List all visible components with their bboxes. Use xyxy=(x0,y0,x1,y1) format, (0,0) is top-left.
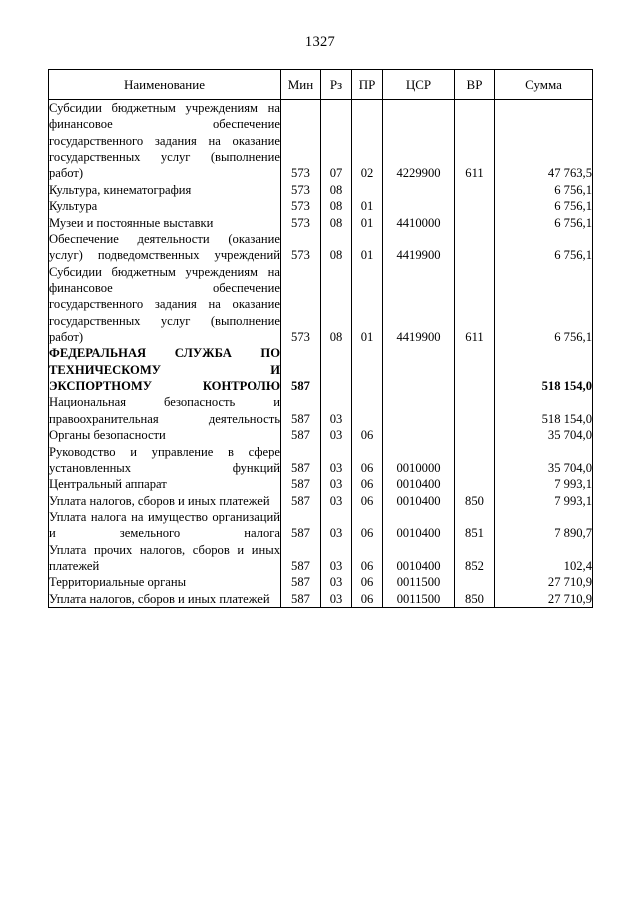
row-rz: 03 xyxy=(321,591,352,608)
row-vr: 852 xyxy=(455,542,495,575)
row-pr: 06 xyxy=(352,444,383,477)
row-vr: 850 xyxy=(455,591,495,608)
row-pr: 01 xyxy=(352,231,383,264)
row-vr xyxy=(455,427,495,443)
row-csr: 4229900 xyxy=(383,100,455,182)
row-vr: 850 xyxy=(455,493,495,509)
row-rz: 03 xyxy=(321,476,352,492)
row-csr: 4419900 xyxy=(383,264,455,346)
row-csr: 0010400 xyxy=(383,493,455,509)
row-pr: 06 xyxy=(352,591,383,608)
row-rz: 03 xyxy=(321,574,352,590)
row-rz: 07 xyxy=(321,100,352,182)
row-sum: 47 763,5 xyxy=(495,100,593,182)
row-rz: 08 xyxy=(321,264,352,346)
row-csr: 0010400 xyxy=(383,542,455,575)
table-row xyxy=(49,100,593,182)
column-header-pr: ПР xyxy=(352,70,383,100)
table-row xyxy=(49,591,593,608)
row-name: Уплата налога на имущество организаций и земельного налога xyxy=(49,509,280,541)
row-rz: 03 xyxy=(321,427,352,443)
column-header-min: Мин xyxy=(281,70,321,100)
row-sum: 102,4 xyxy=(495,542,593,575)
row-min: 573 xyxy=(281,215,321,231)
row-vr: 611 xyxy=(455,100,495,182)
row-min: 587 xyxy=(281,574,321,590)
row-name: ФЕДЕРАЛЬНАЯ СЛУЖБА ПО ТЕХНИЧЕСКОМУ И ЭКСПОРТНОМУ КОНТРОЛЮ xyxy=(49,346,280,394)
table-row xyxy=(49,509,593,542)
row-sum: 6 756,1 xyxy=(495,215,593,231)
row-min: 573 xyxy=(281,100,321,182)
row-pr: 01 xyxy=(352,215,383,231)
row-pr: 06 xyxy=(352,427,383,443)
row-min: 573 xyxy=(281,182,321,198)
row-sum: 27 710,9 xyxy=(495,574,593,590)
row-name: Уплата прочих налогов, сборов и иных платежей xyxy=(49,542,280,574)
row-csr: 0010400 xyxy=(383,509,455,542)
row-name: Национальная безопасность и правоохранительная деятельность xyxy=(49,395,280,426)
row-csr: 0011500 xyxy=(383,574,455,590)
row-pr: 06 xyxy=(352,542,383,575)
row-name: Центральный аппарат xyxy=(49,476,281,492)
row-pr: 01 xyxy=(352,198,383,214)
row-sum: 35 704,0 xyxy=(495,444,593,477)
row-sum: 7 993,1 xyxy=(495,476,593,492)
row-csr xyxy=(383,345,455,394)
row-name: Руководство и управление в сфере установленных функций xyxy=(49,444,280,475)
row-name: Уплата налогов, сборов и иных платежей xyxy=(49,591,281,608)
row-sum: 518 154,0 xyxy=(495,394,593,427)
row-rz: 03 xyxy=(321,394,352,427)
row-min: 587 xyxy=(281,542,321,575)
row-sum: 27 710,9 xyxy=(495,591,593,608)
column-header-vr: ВР xyxy=(455,70,495,100)
row-vr xyxy=(455,198,495,214)
table-row xyxy=(49,574,593,590)
row-pr xyxy=(352,345,383,394)
row-name: Культура xyxy=(49,198,281,214)
row-min: 587 xyxy=(281,394,321,427)
row-min: 573 xyxy=(281,264,321,346)
row-rz: 08 xyxy=(321,198,352,214)
table-row xyxy=(49,215,593,231)
row-vr xyxy=(455,215,495,231)
row-rz: 08 xyxy=(321,215,352,231)
row-vr: 611 xyxy=(455,264,495,346)
row-name: Обеспечение деятельности (оказание услуг) подведомственных учреждений xyxy=(49,231,280,263)
table-row xyxy=(49,542,593,575)
table-header-row xyxy=(49,70,593,100)
row-vr xyxy=(455,394,495,427)
row-csr: 4419900 xyxy=(383,231,455,264)
row-sum: 7 890,7 xyxy=(495,509,593,542)
row-sum: 518 154,0 xyxy=(495,345,593,394)
row-pr: 01 xyxy=(352,264,383,346)
table-row xyxy=(49,427,593,443)
table-row xyxy=(49,394,593,427)
column-header-sum: Сумма xyxy=(495,70,593,100)
row-vr xyxy=(455,231,495,264)
row-name: Органы безопасности xyxy=(49,427,281,443)
row-vr xyxy=(455,345,495,394)
row-vr xyxy=(455,182,495,198)
row-rz: 03 xyxy=(321,444,352,477)
table-row xyxy=(49,493,593,509)
row-csr: 0010400 xyxy=(383,476,455,492)
row-csr xyxy=(383,394,455,427)
row-sum: 6 756,1 xyxy=(495,231,593,264)
row-min: 573 xyxy=(281,231,321,264)
row-csr: 4410000 xyxy=(383,215,455,231)
column-header-csr: ЦСР xyxy=(383,70,455,100)
row-name: Территориальные органы xyxy=(49,574,281,590)
row-pr: 06 xyxy=(352,493,383,509)
table-row xyxy=(49,476,593,492)
row-rz: 03 xyxy=(321,509,352,542)
row-csr xyxy=(383,182,455,198)
page-number: 1327 xyxy=(304,34,336,50)
row-min: 587 xyxy=(281,493,321,509)
table-body xyxy=(49,100,593,608)
row-name: Субсидии бюджетным учреждениям на финансовое обеспечение государственного задания на оказание государственных услуг (выполнение работ) xyxy=(49,264,280,345)
row-pr: 06 xyxy=(352,476,383,492)
row-csr xyxy=(383,198,455,214)
row-sum: 7 993,1 xyxy=(495,493,593,509)
row-pr: 06 xyxy=(352,574,383,590)
row-pr xyxy=(352,182,383,198)
row-min: 587 xyxy=(281,509,321,542)
row-rz: 03 xyxy=(321,542,352,575)
row-pr: 06 xyxy=(352,509,383,542)
row-vr xyxy=(455,444,495,477)
row-vr xyxy=(455,574,495,590)
row-csr: 0011500 xyxy=(383,591,455,608)
row-pr xyxy=(352,394,383,427)
table-row xyxy=(49,198,593,214)
row-vr xyxy=(455,476,495,492)
budget-table xyxy=(48,69,593,608)
row-name: Уплата налогов, сборов и иных платежей xyxy=(49,493,281,509)
column-header-name: Наименование xyxy=(49,70,281,100)
table-row xyxy=(49,182,593,198)
row-min: 587 xyxy=(281,476,321,492)
row-rz xyxy=(321,345,352,394)
table-header xyxy=(49,70,593,100)
row-min: 587 xyxy=(281,591,321,608)
row-name: Музеи и постоянные выставки xyxy=(49,215,281,231)
row-rz: 03 xyxy=(321,493,352,509)
row-sum: 6 756,1 xyxy=(495,264,593,346)
row-csr: 0010000 xyxy=(383,444,455,477)
row-sum: 6 756,1 xyxy=(495,182,593,198)
row-min: 587 xyxy=(281,345,321,394)
row-min: 573 xyxy=(281,198,321,214)
row-min: 587 xyxy=(281,444,321,477)
column-header-rz: Рз xyxy=(321,70,352,100)
row-rz: 08 xyxy=(321,231,352,264)
row-csr xyxy=(383,427,455,443)
table-row xyxy=(49,264,593,346)
row-sum: 35 704,0 xyxy=(495,427,593,443)
row-pr: 02 xyxy=(352,100,383,182)
table-row xyxy=(49,231,593,264)
row-sum: 6 756,1 xyxy=(495,198,593,214)
row-rz: 08 xyxy=(321,182,352,198)
table-row xyxy=(49,444,593,477)
row-name: Субсидии бюджетным учреждениям на финансовое обеспечение государственного задания на оказание государственных услуг (выполнение работ) xyxy=(49,101,280,181)
row-name: Культура, кинематография xyxy=(49,182,281,198)
table-row xyxy=(49,345,593,394)
row-min: 587 xyxy=(281,427,321,443)
row-vr: 851 xyxy=(455,509,495,542)
